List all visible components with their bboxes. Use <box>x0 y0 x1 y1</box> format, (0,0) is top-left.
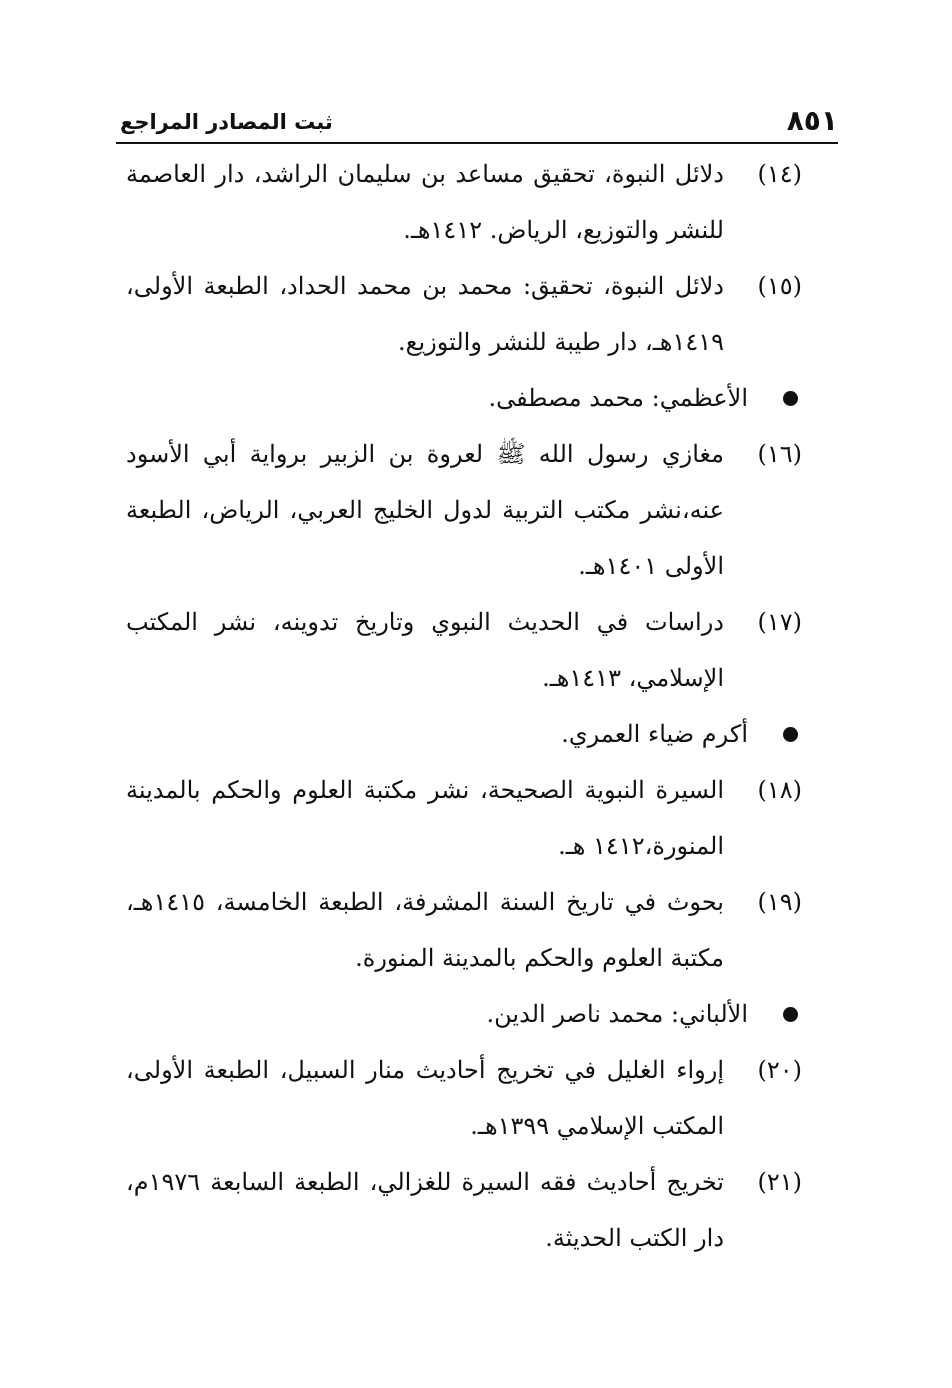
entry-text: السيرة النبوية الصحيحة، نشر مكتبة العلوم والحكم بالمدينة المنورة،١٤١٢ هـ. <box>126 776 724 860</box>
entry-text: دراسات في الحديث النبوي وتاريخ تدوينه، نشر المكتب الإسلامي، ١٤١٣هـ. <box>126 608 724 692</box>
author-heading <box>126 370 802 426</box>
bibliography-entry <box>126 874 802 986</box>
bibliography-entry <box>126 594 802 706</box>
author-heading <box>126 706 802 762</box>
bullet-icon <box>783 727 798 742</box>
bibliography-entry <box>126 762 802 874</box>
entry-number: (١٥) <box>757 272 802 300</box>
running-title: ثبت المصادر المراجع <box>120 110 333 134</box>
author-name: أكرم ضياء العمري. <box>561 720 748 748</box>
author-heading <box>126 986 802 1042</box>
bullet-icon <box>783 1007 798 1022</box>
entry-text: دلائل النبوة، تحقيق: محمد بن محمد الحداد، الطبعة الأولى، ١٤١٩هـ، دار طيبة للنشر والتوزيع. <box>126 272 724 356</box>
page-header <box>116 100 838 144</box>
page-number: ٨٥١ <box>786 104 838 137</box>
bibliography-entry <box>126 426 802 594</box>
entry-text: تخريج أحاديث فقه السيرة للغزالي، الطبعة السابعة ١٩٧٦م، دار الكتب الحديثة. <box>126 1168 724 1252</box>
bibliography-entry <box>126 146 802 258</box>
entry-text: بحوث في تاريخ السنة المشرفة، الطبعة الخامسة، ١٤١٥هـ، مكتبة العلوم والحكم بالمدينة المنورة. <box>126 888 724 972</box>
bibliography-list <box>126 146 802 1266</box>
entry-number: (١٩) <box>757 888 802 916</box>
bibliography-entry <box>126 258 802 370</box>
bibliography-entry <box>126 1154 802 1266</box>
entry-text: إرواء الغليل في تخريج أحاديث منار السبيل، الطبعة الأولى، المكتب الإسلامي ١٣٩٩هـ. <box>126 1056 724 1140</box>
author-name: الألباني: محمد ناصر الدين. <box>486 1000 748 1028</box>
entry-text: مغازي رسول الله ﷺ لعروة بن الزبير برواية أبي الأسود عنه،نشر مكتب التربية لدول الخليج العربي، الرياض، الطبعة الأولى ١٤٠١هـ. <box>126 440 724 580</box>
bibliography-entry <box>126 1042 802 1154</box>
author-name: الأعظمي: محمد مصطفى. <box>488 384 748 412</box>
entry-number: (١٤) <box>757 160 802 188</box>
entry-text: دلائل النبوة، تحقيق مساعد بن سليمان الراشد، دار العاصمة للنشر والتوزيع، الرياض. ١٤١٢هـ. <box>126 160 724 244</box>
entry-number: (١٦) <box>757 440 802 468</box>
entry-number: (١٧) <box>757 608 802 636</box>
entry-number: (١٨) <box>757 776 802 804</box>
entry-number: (٢١) <box>757 1168 802 1196</box>
bullet-icon <box>783 391 798 406</box>
entry-number: (٢٠) <box>757 1056 802 1084</box>
